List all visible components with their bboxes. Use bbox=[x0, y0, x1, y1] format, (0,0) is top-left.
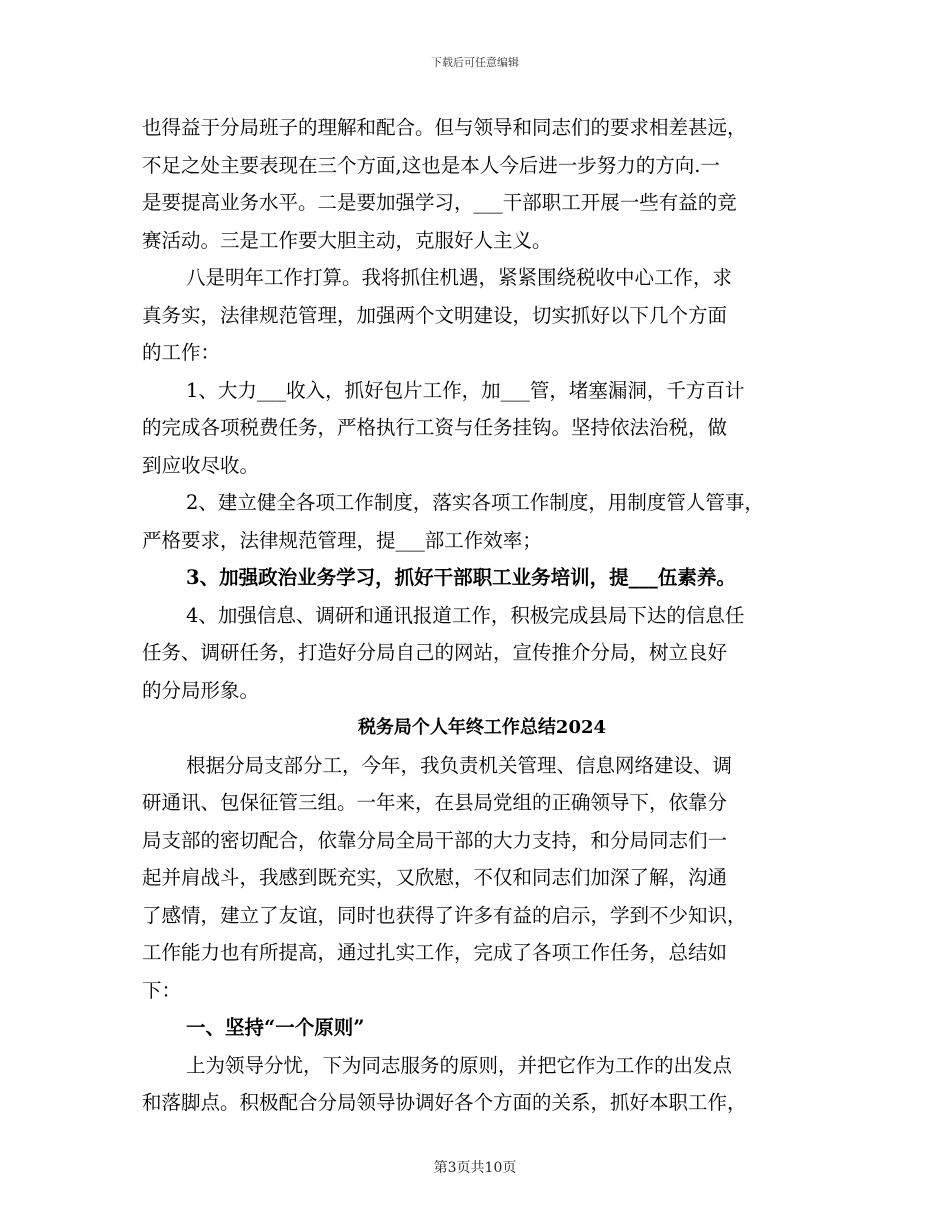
paragraph-line: 也得益于分局班子的理解和配合。但与领导和同志们的要求相差甚远， bbox=[142, 116, 747, 139]
paragraph-line: 上为领导分忧，下为同志服务的原则，并把它作为工作的出发点 bbox=[186, 1053, 733, 1077]
paragraph-line: 1、大力___收入，抓好包片工作，加___管，堵塞漏洞，千方百计 bbox=[186, 378, 745, 402]
paragraph-line: 根据分局支部分工，今年，我负责机关管理、信息网络建设、调 bbox=[186, 753, 733, 777]
paragraph-line: 下： bbox=[142, 978, 182, 1002]
paragraph-line: 起并肩战斗，我感到既充实，又欣慰，不仅和同志们加深了解，沟通 bbox=[142, 866, 728, 889]
paragraph-line: 了感情，建立了友谊，同时也获得了许多有益的启示，学到不少知识， bbox=[142, 903, 747, 927]
paragraph-line: 是要提高业务水平。二是要加强学习，___干部职工开展一些有益的竞 bbox=[142, 191, 737, 214]
paragraph-line: 到应收尽收。 bbox=[142, 453, 260, 477]
paragraph-line: 八是明年工作打算。我将抓住机遇，紧紧围绕税收中心工作，求 bbox=[186, 266, 733, 289]
paragraph-line: 赛活动。三是工作要大胆主动，克服好人主义。 bbox=[142, 228, 552, 252]
paragraph-line: 工作能力也有所提高，通过扎实工作，完成了各项工作任务，总结如 bbox=[142, 941, 728, 964]
paragraph-line: 4、加强信息、调研和通讯报道工作，积极完成县局下达的信息任 bbox=[186, 603, 745, 627]
paragraph-line: 局支部的密切配合，依靠分局全局干部的大力支持，和分局同志们一 bbox=[142, 828, 728, 852]
paragraph-line: 的完成各项税费任务，严格执行工资与任务挂钩。坚持依法治税，做 bbox=[142, 416, 728, 439]
section-title: 税务局个人年终工作总结2024 bbox=[357, 717, 607, 738]
paragraph-line: 真务实，法律规范管理，加强两个文明建设，切实抓好以下几个方面 bbox=[142, 303, 728, 327]
paragraph-line: 2、建立健全各项工作制度，落实各项工作制度，用制度管人管事， bbox=[186, 491, 764, 514]
paragraph-line: 不足之处主要表现在三个方面,这也是本人今后进一步努力的方向.一 bbox=[142, 153, 720, 177]
paragraph-line: 和落脚点。积极配合分局领导协调好各个方面的关系，抓好本职工作， bbox=[142, 1091, 747, 1114]
paragraph-line: 严格要求，法律规范管理，提___部工作效率； bbox=[142, 528, 542, 552]
paragraph-line: 的工作： bbox=[142, 341, 221, 364]
paragraph-line: 的分局形象。 bbox=[142, 678, 260, 702]
page-number: 第3页共10页 bbox=[433, 1160, 517, 1176]
bold-list-item: 3、加强政治业务学习，抓好干部职工业务培训，提___伍素养。 bbox=[186, 566, 736, 589]
document-body bbox=[142, 109, 822, 1122]
paragraph-line: 任务、调研任务，打造好分局自己的网站，宣传推介分局，树立良好 bbox=[142, 641, 728, 664]
subsection-heading: 一、坚持“一个原则” bbox=[186, 1016, 365, 1039]
header-note: 下载后可任意编辑 bbox=[431, 56, 519, 69]
paragraph-line: 研通讯、包保征管三组。一年来，在县局党组的正确领导下，依靠分 bbox=[142, 791, 728, 814]
